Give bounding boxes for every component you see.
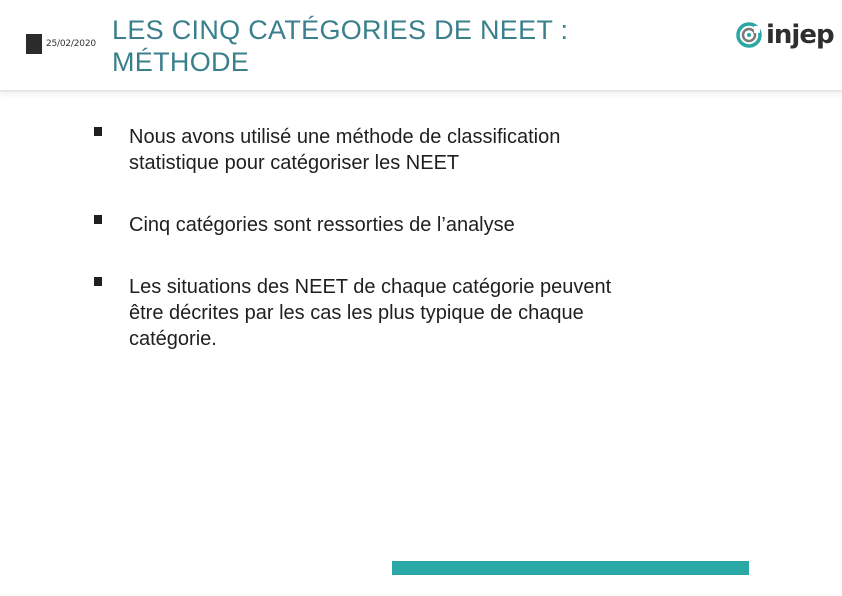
bullet-text-line: Cinq catégories sont ressorties de l’analyse (129, 214, 515, 236)
bullet-list (94, 124, 754, 352)
bullet-text-line: Nous avons utilisé une méthode de classification (129, 126, 561, 148)
date-marker (26, 34, 42, 54)
square-bullet-icon (94, 215, 102, 224)
injep-logo-text: injep (766, 20, 834, 50)
list-item (94, 212, 754, 238)
slide-title (112, 14, 632, 78)
injep-logo (736, 18, 834, 52)
slide-title-line-2: MÉTHODE (112, 47, 250, 77)
bullet-text-line: Les situations des NEET de chaque catégorie peuvent (129, 276, 612, 298)
bullet-text-line: statistique pour catégoriser les NEET (129, 152, 460, 174)
slide-title-line-1: LES CINQ CATÉGORIES DE NEET : (112, 15, 569, 45)
bullet-text-line: être décrites par les cas les plus typique de chaque (129, 302, 584, 324)
list-item (94, 124, 754, 176)
slide-date: 25/02/2020 (46, 39, 96, 49)
footer-accent-bar (392, 561, 749, 575)
square-bullet-icon (94, 127, 102, 136)
injep-swirl-icon (736, 22, 762, 48)
list-item (94, 274, 754, 352)
square-bullet-icon (94, 277, 102, 286)
bullet-text-line: catégorie. (129, 328, 217, 350)
